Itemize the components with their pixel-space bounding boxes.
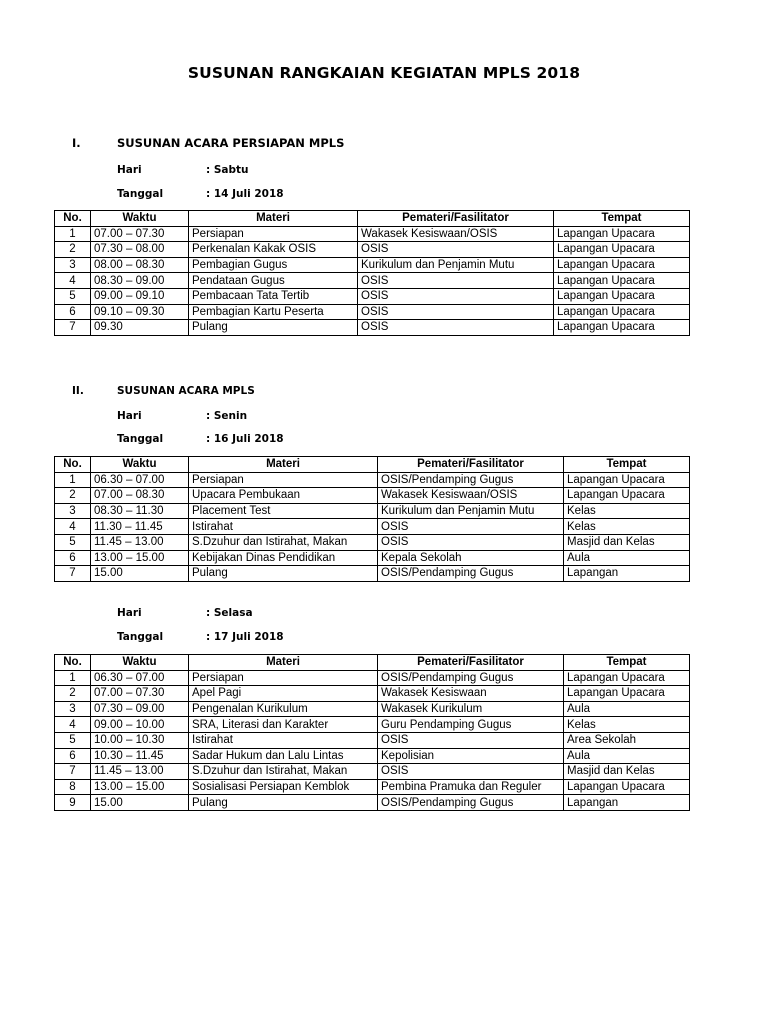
schedule-table-persiapan	[54, 210, 690, 336]
waktu-cell: 07.00 – 07.30	[91, 686, 189, 702]
tempat-cell: Lapangan Upacara	[554, 320, 690, 336]
document-title: SUSUNAN RANGKAIAN KEGIATAN MPLS 2018	[187, 64, 581, 82]
pemateri-cell: Wakasek Kesiswaan	[378, 686, 564, 702]
table-row	[55, 717, 690, 733]
waktu-cell: 07.00 – 07.30	[91, 226, 189, 242]
materi-cell: Pengenalan Kurikulum	[189, 701, 378, 717]
waktu-cell: 13.00 – 15.00	[91, 779, 189, 795]
table-row	[55, 503, 690, 519]
table-row	[55, 273, 690, 289]
table-header-row	[55, 457, 690, 473]
header-materi: Materi	[189, 211, 358, 227]
pemateri-cell: OSIS	[378, 764, 564, 780]
tanggal-label: Tanggal	[117, 433, 164, 445]
pemateri-cell: OSIS	[378, 534, 564, 550]
section-number: I.	[72, 136, 81, 150]
table-row	[55, 732, 690, 748]
no-cell: 7	[55, 566, 91, 582]
pemateri-cell: Kurikulum dan Penjamin Mutu	[358, 257, 554, 273]
header-waktu: Waktu	[91, 211, 189, 227]
pemateri-cell: OSIS	[358, 304, 554, 320]
pemateri-cell: OSIS/Pendamping Gugus	[378, 795, 564, 811]
section-number: II.	[72, 385, 84, 397]
tempat-cell: Lapangan Upacara	[564, 686, 690, 702]
tempat-cell: Lapangan Upacara	[564, 779, 690, 795]
no-cell: 5	[55, 288, 91, 304]
no-cell: 7	[55, 320, 91, 336]
tempat-cell: Kelas	[564, 503, 690, 519]
materi-cell: Persiapan	[189, 472, 378, 488]
no-cell: 4	[55, 717, 91, 733]
no-cell: 9	[55, 795, 91, 811]
no-cell: 8	[55, 779, 91, 795]
materi-cell: SRA, Literasi dan Karakter	[189, 717, 378, 733]
tempat-cell: Masjid dan Kelas	[564, 534, 690, 550]
table-row	[55, 795, 690, 811]
waktu-cell: 11.45 – 13.00	[91, 534, 189, 550]
no-cell: 3	[55, 257, 91, 273]
hari-label: Hari	[117, 607, 142, 619]
materi-cell: Apel Pagi	[189, 686, 378, 702]
table-row	[55, 288, 690, 304]
tempat-cell: Lapangan Upacara	[564, 488, 690, 504]
pemateri-cell: Wakasek Kesiswaan/OSIS	[378, 488, 564, 504]
no-cell: 3	[55, 701, 91, 717]
waktu-cell: 09.00 – 10.00	[91, 717, 189, 733]
materi-cell: Pembagian Gugus	[189, 257, 358, 273]
table-row	[55, 226, 690, 242]
waktu-cell: 06.30 – 07.00	[91, 472, 189, 488]
table-row	[55, 472, 690, 488]
header-pemateri: Pemateri/Fasilitator	[378, 457, 564, 473]
pemateri-cell: OSIS/Pendamping Gugus	[378, 670, 564, 686]
section-title: SUSUNAN ACARA PERSIAPAN MPLS	[117, 136, 345, 150]
pemateri-cell: OSIS	[378, 519, 564, 535]
pemateri-cell: OSIS	[378, 732, 564, 748]
hari-value: : Selasa	[206, 607, 253, 619]
waktu-cell: 08.30 – 11.30	[91, 503, 189, 519]
no-cell: 5	[55, 534, 91, 550]
waktu-cell: 07.30 – 09.00	[91, 701, 189, 717]
materi-cell: S.Dzuhur dan Istirahat, Makan	[189, 764, 378, 780]
materi-cell: Pulang	[189, 795, 378, 811]
tanggal-value: : 17 Juli 2018	[206, 631, 284, 643]
section-title: SUSUNAN ACARA MPLS	[117, 385, 255, 397]
no-cell: 4	[55, 519, 91, 535]
tempat-cell: Lapangan	[564, 566, 690, 582]
pemateri-cell: Kepala Sekolah	[378, 550, 564, 566]
tanggal-value: : 14 Juli 2018	[206, 188, 284, 200]
pemateri-cell: Pembina Pramuka dan Reguler	[378, 779, 564, 795]
pemateri-cell: Wakasek Kesiswaan/OSIS	[358, 226, 554, 242]
table-row	[55, 701, 690, 717]
pemateri-cell: OSIS	[358, 288, 554, 304]
table-header-row	[55, 211, 690, 227]
tanggal-value: : 16 Juli 2018	[206, 433, 284, 445]
header-pemateri: Pemateri/Fasilitator	[358, 211, 554, 227]
materi-cell: Pulang	[189, 566, 378, 582]
no-cell: 2	[55, 242, 91, 258]
no-cell: 1	[55, 670, 91, 686]
pemateri-cell: Guru Pendamping Gugus	[378, 717, 564, 733]
header-no: No.	[55, 457, 91, 473]
tempat-cell: Lapangan Upacara	[564, 670, 690, 686]
no-cell: 6	[55, 304, 91, 320]
pemateri-cell: Wakasek Kurikulum	[378, 701, 564, 717]
waktu-cell: 07.30 – 08.00	[91, 242, 189, 258]
materi-cell: Pembagian Kartu Peserta	[189, 304, 358, 320]
tempat-cell: Lapangan Upacara	[554, 242, 690, 258]
header-waktu: Waktu	[91, 457, 189, 473]
waktu-cell: 15.00	[91, 795, 189, 811]
waktu-cell: 09.10 – 09.30	[91, 304, 189, 320]
waktu-cell: 09.30	[91, 320, 189, 336]
table-row	[55, 304, 690, 320]
table-row	[55, 534, 690, 550]
tanggal-label: Tanggal	[117, 631, 164, 643]
header-tempat: Tempat	[554, 211, 690, 227]
materi-cell: Istirahat	[189, 519, 378, 535]
materi-cell: Persiapan	[189, 670, 378, 686]
hari-label: Hari	[117, 410, 142, 422]
waktu-cell: 11.30 – 11.45	[91, 519, 189, 535]
tempat-cell: Kelas	[564, 519, 690, 535]
hari-value: : Senin	[206, 410, 248, 422]
tempat-cell: Lapangan Upacara	[554, 226, 690, 242]
header-no: No.	[55, 211, 91, 227]
table-row	[55, 320, 690, 336]
header-tempat: Tempat	[564, 457, 690, 473]
materi-cell: Perkenalan Kakak OSIS	[189, 242, 358, 258]
tempat-cell: Lapangan Upacara	[554, 304, 690, 320]
header-no: No.	[55, 655, 91, 671]
pemateri-cell: OSIS	[358, 273, 554, 289]
pemateri-cell: OSIS	[358, 320, 554, 336]
pemateri-cell: Kepolisian	[378, 748, 564, 764]
tempat-cell: Aula	[564, 701, 690, 717]
table-row	[55, 566, 690, 582]
header-waktu: Waktu	[91, 655, 189, 671]
table-row	[55, 686, 690, 702]
no-cell: 6	[55, 550, 91, 566]
waktu-cell: 13.00 – 15.00	[91, 550, 189, 566]
materi-cell: S.Dzuhur dan Istirahat, Makan	[189, 534, 378, 550]
waktu-cell: 08.00 – 08.30	[91, 257, 189, 273]
table-row	[55, 242, 690, 258]
materi-cell: Upacara Pembukaan	[189, 488, 378, 504]
pemateri-cell: OSIS	[358, 242, 554, 258]
pemateri-cell: Kurikulum dan Penjamin Mutu	[378, 503, 564, 519]
header-materi: Materi	[189, 457, 378, 473]
pemateri-cell: OSIS/Pendamping Gugus	[378, 566, 564, 582]
no-cell: 5	[55, 732, 91, 748]
materi-cell: Kebijakan Dinas Pendidikan	[189, 550, 378, 566]
waktu-cell: 15.00	[91, 566, 189, 582]
table-row	[55, 670, 690, 686]
tempat-cell: Lapangan Upacara	[564, 472, 690, 488]
tempat-cell: Masjid dan Kelas	[564, 764, 690, 780]
no-cell: 1	[55, 472, 91, 488]
no-cell: 1	[55, 226, 91, 242]
materi-cell: Istirahat	[189, 732, 378, 748]
tempat-cell: Aula	[564, 550, 690, 566]
tempat-cell: Lapangan	[564, 795, 690, 811]
waktu-cell: 10.30 – 11.45	[91, 748, 189, 764]
materi-cell: Persiapan	[189, 226, 358, 242]
waktu-cell: 07.00 – 08.30	[91, 488, 189, 504]
table-row	[55, 550, 690, 566]
materi-cell: Pendataan Gugus	[189, 273, 358, 289]
tempat-cell: Lapangan Upacara	[554, 273, 690, 289]
schedule-table-selasa	[54, 654, 690, 811]
no-cell: 7	[55, 764, 91, 780]
waktu-cell: 09.00 – 09.10	[91, 288, 189, 304]
materi-cell: Sosialisasi Persiapan Kemblok	[189, 779, 378, 795]
table-row	[55, 779, 690, 795]
header-tempat: Tempat	[564, 655, 690, 671]
waktu-cell: 06.30 – 07.00	[91, 670, 189, 686]
pemateri-cell: OSIS/Pendamping Gugus	[378, 472, 564, 488]
no-cell: 2	[55, 488, 91, 504]
tempat-cell: Area Sekolah	[564, 732, 690, 748]
schedule-table-senin	[54, 456, 690, 582]
tempat-cell: Aula	[564, 748, 690, 764]
hari-value: : Sabtu	[206, 164, 249, 176]
table-row	[55, 748, 690, 764]
materi-cell: Pulang	[189, 320, 358, 336]
table-header-row	[55, 655, 690, 671]
materi-cell: Placement Test	[189, 503, 378, 519]
table-row	[55, 519, 690, 535]
no-cell: 4	[55, 273, 91, 289]
waktu-cell: 10.00 – 10.30	[91, 732, 189, 748]
no-cell: 3	[55, 503, 91, 519]
no-cell: 2	[55, 686, 91, 702]
waktu-cell: 11.45 – 13.00	[91, 764, 189, 780]
table-row	[55, 257, 690, 273]
materi-cell: Sadar Hukum dan Lalu Lintas	[189, 748, 378, 764]
tanggal-label: Tanggal	[117, 188, 164, 200]
header-materi: Materi	[189, 655, 378, 671]
table-row	[55, 488, 690, 504]
tempat-cell: Lapangan Upacara	[554, 257, 690, 273]
tempat-cell: Kelas	[564, 717, 690, 733]
no-cell: 6	[55, 748, 91, 764]
waktu-cell: 08.30 – 09.00	[91, 273, 189, 289]
table-row	[55, 764, 690, 780]
materi-cell: Pembacaan Tata Tertib	[189, 288, 358, 304]
tempat-cell: Lapangan Upacara	[554, 288, 690, 304]
hari-label: Hari	[117, 164, 142, 176]
header-pemateri: Pemateri/Fasilitator	[378, 655, 564, 671]
